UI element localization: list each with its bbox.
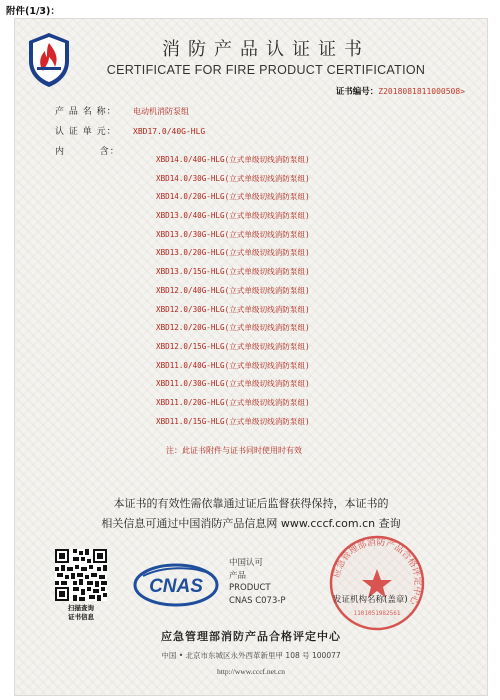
cnas-line-4: CNAS C073-P: [229, 595, 286, 606]
product-name-value: 电动机消防泵组: [133, 107, 189, 116]
certificate-page: [14, 18, 488, 696]
list-item: XBD12.0/15G-HLG(立式单级切线消防泵组): [156, 341, 310, 351]
certificate-number-label: 证书编号：: [335, 87, 379, 97]
cert-unit-row: [55, 124, 205, 137]
seal-serial: 1101051982561: [353, 610, 401, 617]
validity-line-1: 本证书的有效性需依靠通过证后监督获得保持，本证书的: [113, 497, 389, 510]
cert-unit-label: 认 证 单 元：: [55, 127, 117, 137]
issuing-organization: 应急管理部消防产品合格评定中心: [161, 630, 341, 643]
list-item: XBD11.0/30G-HLG(立式单级切线消防泵组): [156, 379, 310, 389]
attachment-label: 附件(1/3)：: [6, 6, 60, 17]
qr-caption-line-1: 扫描查询: [68, 604, 94, 612]
list-item: XBD13.0/20G-HLG(立式单级切线消防泵组): [156, 248, 310, 258]
seal-ring-text: 应急管理部消防产品合格评定中心: [332, 537, 423, 606]
certificate-number-value: Z2018081811000508>: [378, 87, 465, 96]
cnas-line-1: 中国认可: [229, 558, 264, 568]
product-name-label: 产 品 名 称：: [55, 107, 117, 117]
validity-line-2: 相关信息可通过中国消防产品信息网 www.cccf.com.cn 查询: [101, 517, 401, 530]
cert-unit-value: XBD17.0/40G-HLG: [133, 127, 206, 136]
certificate-title-en: CERTIFICATE FOR FIRE PRODUCT CERTIFICATION: [106, 63, 426, 77]
contents-label: 内 含：: [55, 147, 120, 157]
cnas-line-2: 产品: [229, 570, 247, 581]
cnas-logo: [133, 562, 219, 608]
list-item: XBD13.0/15G-HLG(立式单级切线消防泵组): [156, 267, 310, 277]
organization-address: 中国 • 北京市东城区永外西革新里甲 108 号 100077: [161, 651, 341, 660]
official-seal-stamp: [327, 533, 427, 633]
list-item: XBD14.0/30G-HLG(立式单级切线消防泵组): [156, 173, 310, 183]
list-item: XBD11.0/40G-HLG(立式单级切线消防泵组): [156, 360, 310, 370]
list-item: XBD11.0/15G-HLG(立式单级切线消防泵组): [156, 416, 310, 426]
organization-url[interactable]: http://www.cccf.net.cn: [216, 667, 286, 676]
cnas-accreditation-text: [229, 557, 286, 607]
product-name-row: [55, 104, 189, 117]
issuing-authority-label: 发证机构名称(盖章): [333, 595, 408, 605]
list-item: XBD12.0/20G-HLG(立式单级切线消防泵组): [156, 323, 310, 333]
contents-row: [55, 144, 133, 157]
list-item: XBD12.0/40G-HLG(立式单级切线消防泵组): [156, 285, 310, 295]
list-item: XBD13.0/30G-HLG(立式单级切线消防泵组): [156, 229, 310, 239]
list-item: XBD11.0/20G-HLG(立式单级切线消防泵组): [156, 397, 310, 407]
cnas-logo-text: CNAS: [149, 576, 203, 597]
qr-caption-line-2: 证书信息: [68, 613, 94, 621]
list-item: XBD13.0/40G-HLG(立式单级切线消防泵组): [156, 211, 310, 221]
attachment-note: 注：此证书附件与证书同时使用时有效: [166, 446, 302, 455]
contents-list: [156, 151, 310, 431]
certificate-title-cn: 消防产品认证证书: [162, 39, 370, 60]
list-item: XBD14.0/40G-HLG(立式单级切线消防泵组): [156, 155, 310, 164]
cnas-line-3: PRODUCT: [229, 583, 271, 593]
list-item: XBD14.0/20G-HLG(立式单级切线消防泵组): [156, 192, 310, 202]
certificate-number: [336, 85, 465, 97]
qr-code-icon[interactable]: [55, 549, 107, 601]
list-item: XBD12.0/30G-HLG(立式单级切线消防泵组): [156, 304, 310, 314]
